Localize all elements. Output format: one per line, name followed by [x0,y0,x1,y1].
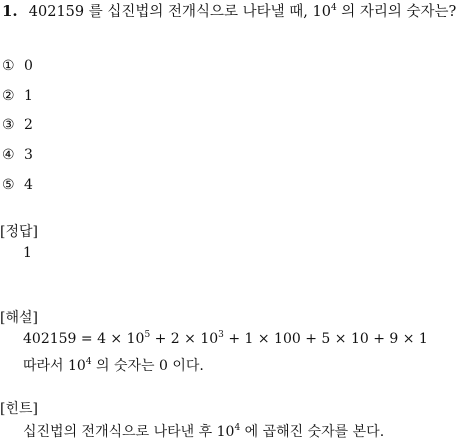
hint-exponent: 4 [234,423,241,433]
answer-label: [정답] [0,224,38,240]
question-line [2,0,456,21]
question-text [29,4,457,20]
answer-value: 1 [23,245,32,261]
choice-1-mark: ① [2,58,15,74]
conclusion-before: 따라서 10 [23,358,86,374]
choice-5[interactable] [2,177,33,193]
choice-1[interactable] [2,58,33,74]
choice-4[interactable] [2,147,33,163]
question-exponent: 4 [330,3,337,13]
hint-after: 에 곱해진 숫자를 본다. [240,424,385,440]
explanation-equation [23,331,428,347]
choice-3-value: 2 [24,117,33,133]
hint-before: 십진법의 전개식으로 나타낸 후 10 [23,424,235,440]
choice-2-mark: ② [2,88,15,104]
choice-1-value: 0 [24,58,33,74]
equation-exponent-2: 3 [218,330,224,340]
hint-label: [힌트] [0,401,38,417]
hint-text [23,421,384,441]
choice-5-value: 4 [24,177,33,193]
equation-rest: + 1 × 100 + 5 × 10 + 9 × 1 [223,331,428,347]
choice-4-value: 3 [24,147,33,163]
explanation-conclusion [23,355,204,375]
choice-2[interactable] [2,88,33,104]
choice-3-mark: ③ [2,117,15,133]
choice-2-value: 1 [24,88,33,104]
conclusion-after: 의 숫자는 0 이다. [91,358,204,374]
choice-5-mark: ⑤ [2,177,15,193]
equation-lhs: 402159 = 4 × 10 [23,331,145,347]
choice-4-mark: ④ [2,147,15,163]
explanation-label: [해설] [0,310,38,326]
choice-3[interactable] [2,117,33,133]
question-text-before: 402159 를 십진법의 전개식으로 나타낼 때, 10 [28,4,331,20]
question-number: 1. [2,2,18,20]
equation-mid: + 2 × 10 [150,331,219,347]
equation-exponent-1: 5 [144,330,151,340]
question-text-after: 의 자리의 숫자는? [336,4,457,20]
conclusion-exponent: 4 [85,357,92,367]
